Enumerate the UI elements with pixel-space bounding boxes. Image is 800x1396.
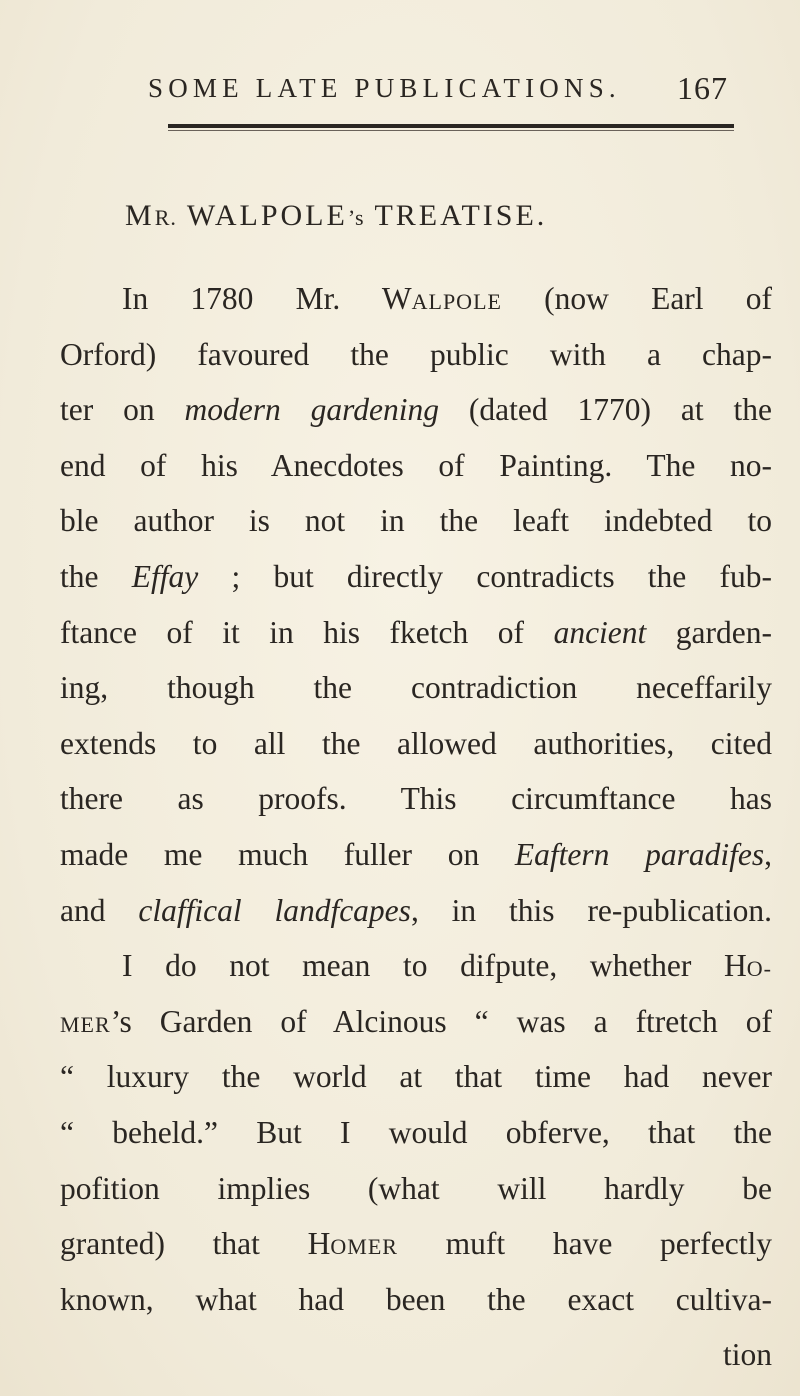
text-run: muft have perfectly (397, 1226, 772, 1262)
text-line (60, 1330, 772, 1380)
text-run: “ beheld.” But I would obferve, that the (60, 1115, 772, 1150)
text-line (60, 1108, 772, 1158)
text-run: ’s Garden of Alcinous “ was a ftretch of (110, 1003, 772, 1039)
text-run: extends to all the allowed authorities, cited (60, 725, 772, 761)
text-run: In 1780 Mr. W (122, 281, 412, 316)
text-run: garden- (646, 614, 772, 650)
text-line (60, 719, 772, 769)
page-number: 167 (677, 70, 728, 106)
heading-name: WALPOLE (176, 199, 348, 232)
text-line (60, 1052, 772, 1102)
text-line (60, 663, 772, 713)
text-run: known, what had been the exact cultiva- (60, 1281, 772, 1317)
text-run: made me much fuller on (60, 837, 515, 872)
text-line (60, 330, 772, 380)
text-run: Orford) favoured the public with a chap- (60, 336, 772, 372)
text-run: and (60, 892, 139, 928)
section-heading (125, 196, 725, 238)
text-run: ing, though the contradiction neceffarily (60, 670, 772, 706)
text-run: pofition implies (what will hardly be (60, 1170, 772, 1206)
text-run: there as proofs. This circumftance has (60, 781, 772, 817)
text-line (60, 774, 772, 824)
text-run: I do not mean to difpute, whether H (122, 948, 747, 984)
text-line (60, 385, 772, 435)
text-run: , (764, 837, 772, 872)
heading-rest: TREATISE. (364, 199, 548, 232)
heading-prefix-smallcaps: R. (154, 205, 177, 230)
italic-run: Eaftern paradifes (514, 837, 765, 872)
text-run: “ luxury the world at that time had never (60, 1059, 772, 1095)
text-run: tion (722, 1337, 772, 1373)
text-run: (now Earl of (501, 281, 772, 316)
italic-run: Effay (131, 559, 199, 594)
heading-prefix: M (125, 199, 155, 232)
text-line (60, 1219, 772, 1269)
text-line (60, 941, 772, 991)
text-line (60, 274, 772, 324)
running-title: SOME LATE PUBLICATIONS. (148, 73, 621, 103)
smallcaps-run: O- (746, 956, 772, 982)
italic-run: modern gardening (184, 392, 439, 428)
text-line (60, 552, 772, 602)
text-run: ter on (60, 392, 185, 428)
text-line (60, 886, 772, 936)
italic-run: claffical landfcapes (138, 892, 411, 928)
text-run: the (60, 559, 132, 594)
smallcaps-run: OMER (330, 1234, 398, 1260)
text-run: granted) that H (60, 1226, 331, 1262)
text-run: end of his Anecdotes of Painting. The no- (60, 447, 772, 483)
text-run: ble author is not in the leaft indebted to (60, 503, 772, 539)
running-head (148, 66, 728, 110)
text-line (60, 1275, 772, 1325)
smallcaps-run: ALPOLE (411, 289, 502, 314)
text-run: ; but directly contradicts the fub- (198, 559, 773, 594)
text-run: ftance of it in his fketch of (60, 614, 554, 650)
heading-possessive: ’s (347, 205, 365, 230)
text-run: , in this re-publication. (410, 892, 772, 928)
text-line (60, 997, 772, 1047)
text-line (60, 441, 772, 491)
header-rule-thin (168, 130, 734, 131)
text-run: (dated 1770) at the (439, 392, 772, 428)
italic-run: ancient (553, 614, 647, 650)
text-line (60, 1164, 772, 1214)
smallcaps-run: MER (60, 1011, 111, 1037)
text-line (60, 830, 772, 880)
header-rule (168, 124, 734, 128)
text-line (60, 608, 772, 658)
text-line (60, 496, 772, 546)
